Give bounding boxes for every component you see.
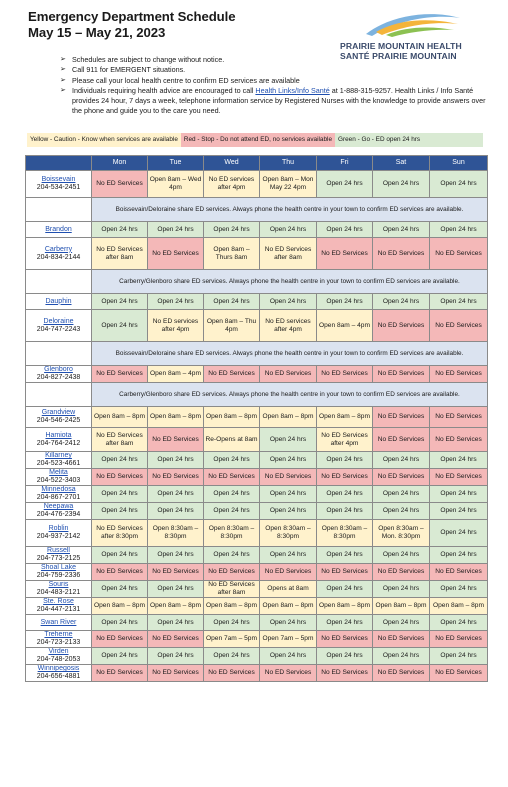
status-cell-green: Open 24 hrs bbox=[260, 294, 317, 310]
status-cell-green: Open 24 hrs bbox=[373, 171, 430, 198]
status-cell-red: No ED Services bbox=[373, 665, 430, 682]
status-cell-green: Open 24 hrs bbox=[148, 547, 204, 564]
status-cell-yellow: Open 8am – 8pm bbox=[317, 598, 373, 615]
town-cell bbox=[26, 452, 92, 469]
status-cell-red: No ED Services bbox=[260, 564, 317, 581]
town-phone: 204-834-2144 bbox=[36, 253, 81, 261]
status-cell-yellow: Open 8:30am – 8:30pm bbox=[204, 520, 260, 547]
town-link[interactable]: Shoal Lake bbox=[40, 564, 77, 571]
status-cell-green: Open 24 hrs bbox=[260, 222, 317, 238]
status-cell-red: No ED Services bbox=[373, 564, 430, 581]
status-cell-green: Open 24 hrs bbox=[92, 581, 148, 598]
status-cell-green: Open 24 hrs bbox=[430, 486, 488, 503]
note-spacer bbox=[26, 342, 92, 366]
town-row bbox=[26, 428, 488, 452]
status-cell-red: No ED Services bbox=[92, 469, 148, 486]
status-cell-yellow: Open 7am – 5pm bbox=[260, 631, 317, 648]
status-cell-green: Open 24 hrs bbox=[204, 615, 260, 631]
town-cell bbox=[26, 407, 92, 428]
town-phone: 204-827-2438 bbox=[36, 374, 81, 381]
town-phone: 204-748-2053 bbox=[36, 656, 81, 663]
status-cell-yellow: Open 8:30am – 8:30pm bbox=[317, 520, 373, 547]
status-cell-red: No ED Services bbox=[92, 171, 148, 198]
status-cell-red: No ED Services bbox=[148, 238, 204, 270]
schedule-table bbox=[25, 155, 488, 682]
status-cell-red: No ED Services bbox=[317, 631, 373, 648]
status-cell-green: Open 24 hrs bbox=[92, 452, 148, 469]
town-phone: 204-483-2121 bbox=[36, 589, 81, 596]
header-corner bbox=[26, 156, 92, 171]
town-row bbox=[26, 598, 488, 615]
town-cell bbox=[26, 294, 92, 310]
status-cell-red: No ED Services bbox=[92, 665, 148, 682]
status-cell-green: Open 24 hrs bbox=[148, 222, 204, 238]
town-row bbox=[26, 503, 488, 520]
status-cell-red: No ED Services bbox=[373, 407, 430, 428]
status-cell-green: Open 24 hrs bbox=[317, 581, 373, 598]
note-spacer bbox=[26, 383, 92, 407]
town-link[interactable]: Brandon bbox=[45, 225, 72, 233]
share-note: Carberry/Glenboro share ED services. Always phone the health centre in your town to confirm ED services are available. bbox=[92, 383, 488, 407]
status-cell-red: No ED Services bbox=[204, 469, 260, 486]
status-cell-yellow: Open 8:30am – 8:30pm bbox=[260, 520, 317, 547]
status-cell-green: Open 24 hrs bbox=[92, 503, 148, 520]
status-cell-green: Open 24 hrs bbox=[430, 222, 488, 238]
town-link[interactable]: Ste. Rose bbox=[43, 598, 74, 605]
status-cell-yellow: Opens at 8am bbox=[260, 581, 317, 598]
status-cell-green: Open 24 hrs bbox=[260, 486, 317, 503]
status-cell-yellow: Open 8am – Wed 4pm bbox=[148, 171, 204, 198]
status-cell-green: Open 24 hrs bbox=[430, 581, 488, 598]
status-cell-red: No ED Services bbox=[430, 564, 488, 581]
town-phone: 204-747-2243 bbox=[36, 325, 81, 333]
status-cell-red: No ED Services bbox=[373, 428, 430, 452]
status-cell-green: Open 24 hrs bbox=[92, 615, 148, 631]
town-row bbox=[26, 486, 488, 503]
town-phone: 204-764-2412 bbox=[36, 439, 81, 447]
town-row bbox=[26, 407, 488, 428]
town-row bbox=[26, 615, 488, 631]
town-link[interactable]: Russell bbox=[47, 547, 70, 554]
status-cell-yellow: No ED services after 4pm bbox=[204, 171, 260, 198]
status-cell-red: No ED Services bbox=[317, 469, 373, 486]
status-cell-green: Open 24 hrs bbox=[317, 615, 373, 631]
status-cell-green: Open 24 hrs bbox=[204, 294, 260, 310]
town-link[interactable]: Minnedosa bbox=[41, 486, 76, 493]
share-note-row bbox=[26, 342, 488, 366]
share-note-row bbox=[26, 270, 488, 294]
town-link[interactable]: Souris bbox=[48, 581, 69, 588]
notice-text: at 1-888-315-9257. Health Links / Info Santé provides 24 hour, 7 days a week, telephone information service by Registered Nurses with the knowledge to provide answers over the phone and guide you to the care you need. bbox=[72, 85, 486, 116]
town-link[interactable]: Deloraine bbox=[43, 317, 74, 325]
status-cell-red: No ED Services bbox=[204, 665, 260, 682]
status-cell-green: Open 24 hrs bbox=[260, 615, 317, 631]
status-cell-red: No ED Services bbox=[430, 238, 488, 270]
town-cell bbox=[26, 581, 92, 598]
notice-list bbox=[60, 55, 490, 117]
status-cell-yellow: Open 8am – 4pm bbox=[317, 310, 373, 342]
town-row bbox=[26, 469, 488, 486]
status-cell-red: No ED Services bbox=[373, 469, 430, 486]
status-cell-green: Open 24 hrs bbox=[204, 648, 260, 665]
town-link[interactable]: Grandview bbox=[41, 409, 76, 416]
status-cell-yellow: No ED Services after 8:30pm bbox=[92, 520, 148, 547]
status-cell-yellow: No ED Services after 8am bbox=[260, 238, 317, 270]
legend-green: Green - Go - ED open 24 hrs bbox=[335, 133, 483, 147]
notice-item bbox=[60, 86, 490, 117]
town-phone: 204-759-2336 bbox=[36, 572, 81, 579]
legend-red: Red - Stop - Do not attend ED, no services available bbox=[181, 133, 335, 147]
town-cell bbox=[26, 222, 92, 238]
town-cell bbox=[26, 238, 92, 270]
status-cell-green: Open 24 hrs bbox=[317, 452, 373, 469]
status-cell-yellow: Re-Opens at 8am bbox=[204, 428, 260, 452]
town-row bbox=[26, 631, 488, 648]
town-phone: 204-476-2394 bbox=[36, 511, 81, 518]
status-cell-red: No ED Services bbox=[317, 238, 373, 270]
status-cell-yellow: Open 8:30am – 8:30pm bbox=[148, 520, 204, 547]
status-cell-yellow: Open 7am – 5pm bbox=[204, 631, 260, 648]
status-cell-green: Open 24 hrs bbox=[317, 648, 373, 665]
status-cell-green: Open 24 hrs bbox=[373, 222, 430, 238]
town-phone: 204-522-3403 bbox=[36, 477, 81, 484]
title-line-2: May 15 – May 21, 2023 bbox=[28, 25, 166, 40]
note-spacer bbox=[26, 270, 92, 294]
town-cell bbox=[26, 598, 92, 615]
schedule-body bbox=[26, 171, 488, 682]
share-note: Carberry/Glenboro share ED services. Always phone the health centre in your town to confirm ED services are available. bbox=[92, 270, 488, 294]
town-row bbox=[26, 520, 488, 547]
logo-text-french: SANTÉ PRAIRIE MOUNTAIN bbox=[340, 51, 457, 61]
status-cell-red: No ED Services bbox=[92, 564, 148, 581]
status-cell-green: Open 24 hrs bbox=[317, 547, 373, 564]
town-cell bbox=[26, 366, 92, 383]
town-phone: 204-937-2142 bbox=[36, 533, 81, 540]
status-cell-red: No ED Services bbox=[317, 366, 373, 383]
status-cell-yellow: Open 8am – 8pm bbox=[92, 598, 148, 615]
status-cell-red: No ED Services bbox=[204, 366, 260, 383]
town-link[interactable]: Treherne bbox=[44, 631, 73, 638]
town-link[interactable]: Boissevain bbox=[41, 176, 76, 183]
status-cell-green: Open 24 hrs bbox=[148, 615, 204, 631]
status-cell-yellow: Open 8am – 8pm bbox=[204, 407, 260, 428]
town-cell bbox=[26, 564, 92, 581]
status-cell-yellow: No ED services after 4pm bbox=[148, 310, 204, 342]
status-cell-red: No ED Services bbox=[317, 665, 373, 682]
day-header: Fri bbox=[317, 156, 373, 171]
town-row bbox=[26, 238, 488, 270]
day-header: Wed bbox=[204, 156, 260, 171]
status-cell-red: No ED Services bbox=[373, 631, 430, 648]
status-cell-red: No ED Services bbox=[92, 366, 148, 383]
town-link[interactable]: Melita bbox=[49, 469, 68, 476]
status-cell-yellow: No ED Services after 8am bbox=[204, 581, 260, 598]
legend-yellow: Yellow - Caution - Know when services are available bbox=[27, 133, 181, 147]
status-cell-red: No ED Services bbox=[430, 310, 488, 342]
status-cell-yellow: No ED services after 4pm bbox=[260, 310, 317, 342]
town-row bbox=[26, 665, 488, 682]
status-cell-yellow: Open 8am – 8pm bbox=[148, 407, 204, 428]
town-phone: 204-523-4661 bbox=[36, 460, 81, 467]
status-cell-green: Open 24 hrs bbox=[430, 503, 488, 520]
status-cell-yellow: No ED Services after 8am bbox=[92, 428, 148, 452]
status-cell-red: No ED Services bbox=[148, 469, 204, 486]
share-note: Boissevain/Deloraine share ED services. Always phone the health centre in your town to confirm ED services are available. bbox=[92, 198, 488, 222]
status-cell-green: Open 24 hrs bbox=[204, 486, 260, 503]
title-line-1: Emergency Department Schedule bbox=[28, 9, 236, 24]
status-cell-yellow: Open 8am – Mon May 22 4pm bbox=[260, 171, 317, 198]
town-row bbox=[26, 294, 488, 310]
logo-text-english: PRAIRIE MOUNTAIN HEALTH bbox=[340, 41, 462, 51]
status-cell-green: Open 24 hrs bbox=[92, 222, 148, 238]
status-cell-green: Open 24 hrs bbox=[260, 648, 317, 665]
status-cell-green: Open 24 hrs bbox=[92, 547, 148, 564]
color-legend bbox=[27, 133, 483, 147]
status-cell-red: No ED Services bbox=[148, 631, 204, 648]
status-cell-green: Open 24 hrs bbox=[430, 452, 488, 469]
status-cell-red: No ED Services bbox=[373, 310, 430, 342]
notice-item: ➢ Call 911 for EMERGENT situations. bbox=[60, 65, 490, 75]
health-links-link[interactable]: Health Links/Info Santé bbox=[255, 85, 330, 95]
status-cell-yellow: Open 8am – 8pm bbox=[92, 407, 148, 428]
status-cell-yellow: No ED Services after 4pm bbox=[317, 428, 373, 452]
town-phone: 204-546-2425 bbox=[36, 417, 81, 424]
town-row bbox=[26, 171, 488, 198]
town-row bbox=[26, 222, 488, 238]
status-cell-green: Open 24 hrs bbox=[317, 171, 373, 198]
status-cell-green: Open 24 hrs bbox=[430, 547, 488, 564]
status-cell-green: Open 24 hrs bbox=[92, 486, 148, 503]
town-row bbox=[26, 581, 488, 598]
status-cell-red: No ED Services bbox=[430, 407, 488, 428]
town-link[interactable]: Roblin bbox=[48, 525, 69, 532]
day-header: Sun bbox=[430, 156, 488, 171]
status-cell-red: No ED Services bbox=[373, 366, 430, 383]
status-cell-yellow: Open 8am – 8pm bbox=[204, 598, 260, 615]
status-cell-yellow: Open 8am – Thu 4pm bbox=[204, 310, 260, 342]
town-row bbox=[26, 547, 488, 564]
status-cell-yellow: Open 8am – 8pm bbox=[373, 598, 430, 615]
town-link[interactable]: Hamiota bbox=[45, 431, 72, 439]
status-cell-red: No ED Services bbox=[148, 428, 204, 452]
town-cell bbox=[26, 665, 92, 682]
status-cell-green: Open 24 hrs bbox=[148, 294, 204, 310]
town-cell bbox=[26, 631, 92, 648]
town-phone: 204-656-4881 bbox=[36, 673, 81, 680]
status-cell-green: Open 24 hrs bbox=[430, 648, 488, 665]
status-cell-green: Open 24 hrs bbox=[260, 547, 317, 564]
town-cell bbox=[26, 547, 92, 564]
status-cell-red: No ED Services bbox=[373, 238, 430, 270]
status-cell-green: Open 24 hrs bbox=[148, 452, 204, 469]
town-link[interactable]: Swan River bbox=[40, 618, 77, 626]
status-cell-green: Open 24 hrs bbox=[260, 503, 317, 520]
town-link[interactable]: Winnipegosis bbox=[37, 665, 80, 672]
town-phone: 204-534-2451 bbox=[36, 184, 81, 191]
town-cell bbox=[26, 648, 92, 665]
status-cell-red: No ED Services bbox=[430, 366, 488, 383]
town-link[interactable]: Carberry bbox=[44, 245, 73, 253]
town-link[interactable]: Neepawa bbox=[43, 503, 74, 510]
status-cell-yellow: Open 8am – 8pm bbox=[260, 598, 317, 615]
town-row bbox=[26, 648, 488, 665]
status-cell-yellow: Open 8am – Thurs 8am bbox=[204, 238, 260, 270]
day-header: Sat bbox=[373, 156, 430, 171]
day-header: Tue bbox=[148, 156, 204, 171]
status-cell-green: Open 24 hrs bbox=[373, 581, 430, 598]
status-cell-green: Open 24 hrs bbox=[373, 648, 430, 665]
day-header: Mon bbox=[92, 156, 148, 171]
status-cell-green: Open 24 hrs bbox=[373, 486, 430, 503]
status-cell-yellow: No ED Services after 8am bbox=[92, 238, 148, 270]
day-header-row bbox=[26, 156, 488, 171]
town-phone: 204-867-2701 bbox=[36, 494, 81, 501]
status-cell-green: Open 24 hrs bbox=[373, 294, 430, 310]
page-title bbox=[28, 9, 235, 41]
status-cell-green: Open 24 hrs bbox=[373, 503, 430, 520]
town-link[interactable]: Virden bbox=[48, 648, 69, 655]
status-cell-red: No ED Services bbox=[430, 428, 488, 452]
status-cell-red: No ED Services bbox=[430, 631, 488, 648]
note-spacer bbox=[26, 198, 92, 222]
town-cell bbox=[26, 503, 92, 520]
town-cell bbox=[26, 428, 92, 452]
status-cell-yellow: Open 8am – 8pm bbox=[260, 407, 317, 428]
town-link[interactable]: Dauphin bbox=[45, 297, 72, 305]
town-link[interactable]: Killarney bbox=[45, 452, 72, 459]
notice-text: Individuals requiring health advice are encouraged to call bbox=[72, 85, 256, 95]
town-phone: 204-447-2131 bbox=[36, 606, 81, 613]
status-cell-red: No ED Services bbox=[204, 564, 260, 581]
town-cell bbox=[26, 520, 92, 547]
status-cell-green: Open 24 hrs bbox=[430, 615, 488, 631]
share-note: Boissevain/Deloraine share ED services. Always phone the health centre in your town to confirm ED services are available. bbox=[92, 342, 488, 366]
status-cell-green: Open 24 hrs bbox=[148, 648, 204, 665]
status-cell-green: Open 24 hrs bbox=[317, 486, 373, 503]
status-cell-green: Open 24 hrs bbox=[148, 503, 204, 520]
status-cell-red: No ED Services bbox=[260, 469, 317, 486]
status-cell-green: Open 24 hrs bbox=[430, 294, 488, 310]
share-note-row bbox=[26, 198, 488, 222]
status-cell-yellow: Open 8:30am – Mon. 8:30pm bbox=[373, 520, 430, 547]
status-cell-green: Open 24 hrs bbox=[317, 222, 373, 238]
town-cell bbox=[26, 310, 92, 342]
status-cell-red: No ED Services bbox=[317, 564, 373, 581]
town-cell bbox=[26, 469, 92, 486]
status-cell-green: Open 24 hrs bbox=[317, 503, 373, 520]
town-row bbox=[26, 310, 488, 342]
status-cell-green: Open 24 hrs bbox=[92, 648, 148, 665]
notice-item: ➢ Please call your local health centre to confirm ED services are available bbox=[60, 76, 490, 86]
status-cell-yellow: Open 8am – 8pm bbox=[430, 598, 488, 615]
status-cell-green: Open 24 hrs bbox=[430, 171, 488, 198]
status-cell-green: Open 24 hrs bbox=[317, 294, 373, 310]
status-cell-green: Open 24 hrs bbox=[373, 452, 430, 469]
town-link[interactable]: Glenboro bbox=[44, 366, 73, 373]
status-cell-green: Open 24 hrs bbox=[260, 452, 317, 469]
status-cell-green: Open 24 hrs bbox=[373, 547, 430, 564]
town-cell bbox=[26, 171, 92, 198]
status-cell-green: Open 24 hrs bbox=[92, 294, 148, 310]
town-cell bbox=[26, 615, 92, 631]
status-cell-green: Open 24 hrs bbox=[92, 310, 148, 342]
status-cell-red: No ED Services bbox=[92, 631, 148, 648]
status-cell-red: No ED Services bbox=[260, 366, 317, 383]
town-cell bbox=[26, 486, 92, 503]
town-row bbox=[26, 366, 488, 383]
town-row bbox=[26, 564, 488, 581]
notice-item: ➢ Schedules are subject to change without notice. bbox=[60, 55, 490, 65]
status-cell-yellow: Open 8am – 8pm bbox=[317, 407, 373, 428]
status-cell-red: No ED Services bbox=[148, 665, 204, 682]
status-cell-green: Open 24 hrs bbox=[204, 222, 260, 238]
share-note-row bbox=[26, 383, 488, 407]
status-cell-green: Open 24 hrs bbox=[204, 503, 260, 520]
logo-swoosh-icon bbox=[362, 8, 462, 40]
town-row bbox=[26, 452, 488, 469]
status-cell-green: Open 24 hrs bbox=[260, 428, 317, 452]
status-cell-yellow: Open 8am – 4pm bbox=[148, 366, 204, 383]
status-cell-green: Open 24 hrs bbox=[148, 581, 204, 598]
status-cell-green: Open 24 hrs bbox=[148, 486, 204, 503]
day-header: Thu bbox=[260, 156, 317, 171]
status-cell-red: No ED Services bbox=[430, 665, 488, 682]
status-cell-green: Open 24 hrs bbox=[204, 452, 260, 469]
status-cell-red: No ED Services bbox=[260, 665, 317, 682]
town-phone: 204-773-2125 bbox=[36, 555, 81, 562]
status-cell-red: No ED Services bbox=[430, 469, 488, 486]
status-cell-green: Open 24 hrs bbox=[204, 547, 260, 564]
status-cell-red: No ED Services bbox=[148, 564, 204, 581]
status-cell-green: Open 24 hrs bbox=[430, 520, 488, 547]
status-cell-yellow: Open 8am – 8pm bbox=[148, 598, 204, 615]
town-phone: 204-723-2133 bbox=[36, 639, 81, 646]
status-cell-green: Open 24 hrs bbox=[373, 615, 430, 631]
